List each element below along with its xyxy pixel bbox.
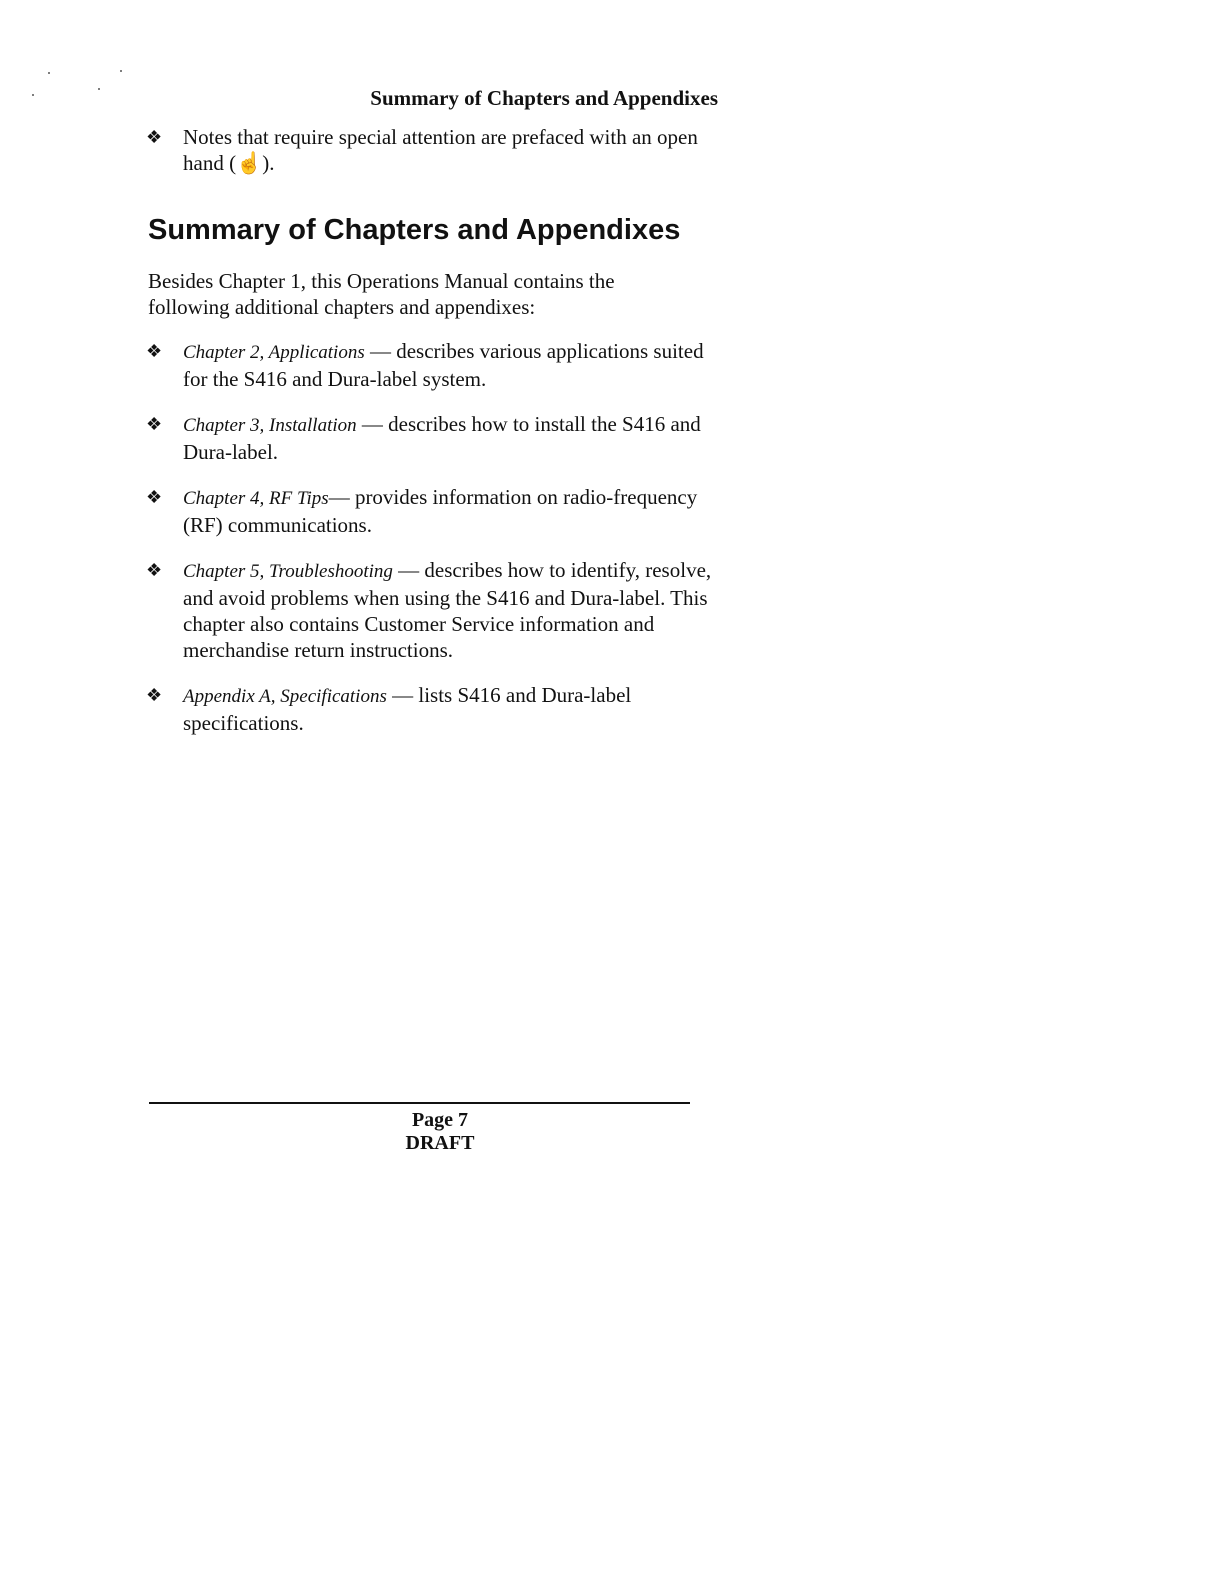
chapter-desc: — describes how to identify, resolve, and avoid problems when using the S416 and Dura-label. This chapter also contains Customer Service information and merchandise return instructions. — [183, 558, 712, 662]
scan-speck — [98, 88, 100, 90]
note-text: Notes that require special attention are prefaced with an open hand (☝). — [183, 125, 698, 175]
scan-speck — [120, 70, 122, 72]
page-footer — [370, 1109, 510, 1155]
chapter-ref: Chapter 2, Applications — [183, 342, 365, 363]
chapter-ref: Chapter 4, RF Tips — [183, 488, 329, 509]
chapter-desc: — lists S416 and Dura-label specifications. — [183, 683, 632, 735]
chapter-ref: Chapter 3, Installation — [183, 415, 357, 436]
intro-paragraph: Besides Chapter 1, this Operations Manual contains the following additional chapters and appendixes: — [148, 269, 615, 319]
scan-speck — [32, 94, 34, 96]
list-item — [146, 557, 721, 663]
diamond-bullet-icon: ❖ — [146, 685, 163, 705]
list-item — [146, 484, 721, 538]
chapter-list — [146, 338, 721, 755]
running-header: Summary of Chapters and Appendixes — [370, 86, 718, 110]
notes-list — [146, 124, 706, 176]
diamond-bullet-icon: ❖ — [146, 414, 163, 434]
diamond-bullet-icon: ❖ — [146, 560, 163, 580]
chapter-desc: — provides information on radio-frequency (RF) communications. — [183, 485, 698, 537]
chapter-desc: — describes various applications suited for the S416 and Dura-label system. — [183, 339, 704, 391]
list-item — [146, 124, 706, 176]
diamond-bullet-icon: ❖ — [146, 341, 163, 361]
chapter-desc: — describes how to install the S416 and Dura-label. — [183, 412, 701, 464]
footer-rule — [149, 1102, 690, 1104]
diamond-bullet-icon: ❖ — [146, 487, 163, 507]
chapter-ref: Chapter 5, Troubleshooting — [183, 561, 393, 582]
page-number: Page 7 — [411, 1109, 469, 1131]
list-item — [146, 338, 721, 392]
scan-speck — [48, 72, 50, 74]
list-item — [146, 411, 721, 465]
draft-label: DRAFT — [405, 1132, 475, 1154]
list-item — [146, 682, 721, 736]
diamond-bullet-icon: ❖ — [146, 127, 163, 147]
section-title: Summary of Chapters and Appendixes — [148, 214, 681, 246]
chapter-ref: Appendix A, Specifications — [183, 686, 387, 707]
